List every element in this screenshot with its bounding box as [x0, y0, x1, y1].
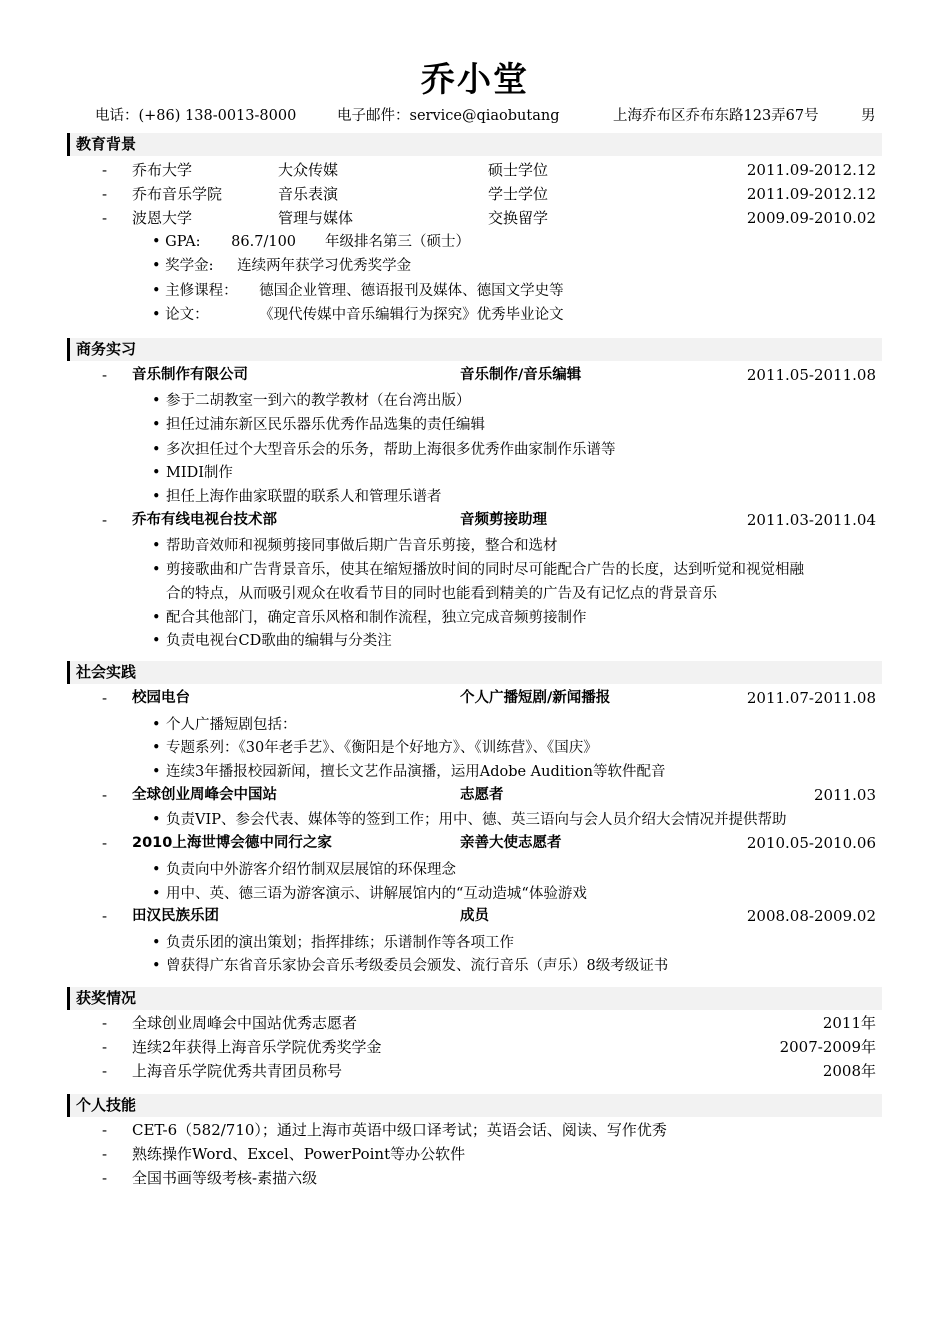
- list-item: [152, 462, 233, 484]
- item-text: 负责乐团的演出策划；指挥排练；乐谱制作等各项工作: [166, 935, 514, 951]
- bullet-dot: •: [152, 764, 161, 780]
- bullet-dot: •: [152, 633, 161, 649]
- organization: 音乐制作有限公司: [132, 367, 248, 383]
- date: 2011.09-2012.12: [746, 161, 876, 179]
- dash-marker: -: [102, 1038, 108, 1056]
- date: 2009.09-2010.02: [746, 209, 876, 227]
- education-row: [100, 183, 876, 205]
- role: 音乐制作/音乐编辑: [460, 367, 582, 383]
- item-text: 帮助音效师和视频剪接同事做后期广告音乐剪接，整合和选材: [166, 538, 558, 554]
- list-item: [152, 390, 471, 412]
- list-item: [152, 932, 514, 954]
- dash-marker: -: [102, 366, 108, 384]
- education-detail: [152, 280, 564, 302]
- dash-marker: -: [102, 907, 108, 925]
- list-item: [152, 486, 442, 508]
- item-text: 多次担任过个大型音乐会的乐务，帮助上海很多优秀作曲家制作乐谱等: [166, 442, 616, 458]
- list-item: [152, 955, 668, 977]
- school: 乔布大学: [132, 161, 193, 179]
- award-row: [100, 1060, 876, 1082]
- education-detail: [152, 231, 470, 253]
- detail-label: 主修课程：: [165, 283, 238, 299]
- organization: 2010上海世博会德中同行之家: [132, 835, 332, 851]
- list-item: [152, 714, 297, 736]
- award-text: 全球创业周峰会中国站优秀志愿者: [132, 1014, 358, 1032]
- date: 2008.08-2009.02: [746, 907, 876, 925]
- item-text: 个人广播短剧包括：: [166, 717, 297, 733]
- skill-text: CET-6（582/710）；通过上海市英语中级口译考试；英语会话、阅读、写作优秀: [132, 1121, 667, 1139]
- dash-marker: -: [102, 1145, 108, 1163]
- dash-marker: -: [102, 834, 108, 852]
- resume-name: 乔小堂: [421, 60, 529, 100]
- detail-label: 奖学金:: [165, 258, 214, 274]
- section-internship-heading: 商务实习: [67, 338, 882, 361]
- bullet-dot: •: [152, 283, 161, 299]
- contact-phone: 电话：(+86) 138-0013-8000: [95, 108, 297, 124]
- award-text: 上海音乐学院优秀共青团员称号: [132, 1062, 343, 1080]
- dash-marker: -: [102, 511, 108, 529]
- major: 管理与媒体: [278, 209, 354, 227]
- degree: 硕士学位: [488, 161, 549, 179]
- date: 2011年: [822, 1014, 876, 1032]
- dash-marker: -: [102, 185, 108, 203]
- detail-label: GPA:: [165, 234, 201, 250]
- item-text: 参于二胡教室一到六的教学教材（在台湾出版）: [166, 393, 471, 409]
- item-text: 负责VIP、参会代表、媒体等的签到工作；用中、德、英三语向与会人员介绍大会情况并提供帮助: [166, 812, 787, 828]
- item-text: 配合其他部门，确定音乐风格和制作流程，独立完成音频剪接制作: [166, 610, 587, 626]
- bullet-dot: •: [152, 886, 161, 902]
- list-item: [152, 535, 558, 557]
- education-row: [100, 159, 876, 181]
- degree: 交换留学: [488, 209, 549, 227]
- detail-value: 86.7/100 年级排名第三（硕士）: [231, 234, 471, 250]
- date: 2008年: [822, 1062, 876, 1080]
- social-row: [100, 832, 876, 854]
- detail-value: 《现代传媒中音乐编辑行为探究》优秀毕业论文: [259, 307, 564, 323]
- education-detail: [152, 255, 411, 277]
- detail-value: 连续两年获学习优秀奖学金: [237, 258, 412, 274]
- item-text: 负责电视台CD歌曲的编辑与分类注: [166, 633, 392, 649]
- dash-marker: -: [102, 1014, 108, 1032]
- internship-row: [100, 364, 876, 386]
- bullet-dot: •: [152, 812, 161, 828]
- bullet-dot: •: [152, 862, 161, 878]
- skill-text: 全国书画等级考核-素描六级: [132, 1169, 318, 1187]
- contact-email: 电子邮件：service@qiaobutang: [337, 108, 560, 124]
- section-social-heading: 社会实践: [67, 661, 882, 684]
- item-text: 担任过浦东新区民乐器乐优秀作品选集的责任编辑: [166, 417, 485, 433]
- bullet-dot: •: [152, 740, 161, 756]
- bullet-dot: •: [152, 538, 161, 554]
- item-text: MIDI制作: [166, 465, 233, 481]
- role: 个人广播短剧/新闻播报: [460, 690, 611, 706]
- item-text: 剪接歌曲和广告背景音乐，使其在缩短播放时间的同时尽可能配合广告的长度，达到听觉和视觉相融: [166, 562, 804, 578]
- role: 志愿者: [460, 787, 504, 803]
- skill-row: [100, 1167, 876, 1189]
- list-item: [152, 559, 804, 581]
- bullet-dot: •: [152, 610, 161, 626]
- item-text: 曾获得广东省音乐家协会音乐考级委员会颁发、流行音乐（声乐）8级考级证书: [166, 958, 669, 974]
- major: 大众传媒: [278, 161, 339, 179]
- school: 乔布音乐学院: [132, 185, 223, 203]
- detail-value: 德国企业管理、德语报刊及媒体、德国文学史等: [259, 283, 564, 299]
- dash-marker: -: [102, 1062, 108, 1080]
- item-text: 专题系列：《30年老手艺》、《衡阳是个好地方》、《训练营》、《国庆》: [166, 740, 598, 756]
- list-item: [152, 737, 598, 759]
- bullet-dot: •: [152, 258, 161, 274]
- bullet-dot: •: [152, 442, 161, 458]
- item-text: 连续3年播报校园新闻，擅长文艺作品演播，运用Adobe Audition等软件配音: [166, 764, 666, 780]
- contact-gender: 男: [861, 108, 876, 124]
- bullet-dot: •: [152, 307, 161, 323]
- section-awards-heading: 获奖情况: [67, 987, 882, 1010]
- organization: 全球创业周峰会中国站: [132, 787, 277, 803]
- education-row: [100, 207, 876, 229]
- skill-row: [100, 1119, 876, 1141]
- skill-text: 熟练操作Word、Excel、PowerPoint等办公软件: [132, 1145, 466, 1163]
- section-education-heading: 教育背景: [67, 133, 882, 156]
- dash-marker: -: [102, 1121, 108, 1139]
- organization: 田汉民族乐团: [132, 908, 219, 924]
- bullet-dot: •: [152, 935, 161, 951]
- list-item: [152, 439, 616, 461]
- date: 2011.09-2012.12: [746, 185, 876, 203]
- organization: 校园电台: [132, 690, 190, 706]
- section-skills-heading: 个人技能: [67, 1094, 882, 1117]
- bullet-dot: •: [152, 717, 161, 733]
- detail-label: 论文：: [165, 307, 209, 323]
- internship-row: [100, 509, 876, 531]
- list-item: [152, 414, 485, 436]
- bullet-dot: •: [152, 465, 161, 481]
- bullet-dot: •: [152, 234, 161, 250]
- item-text: 担任上海作曲家联盟的联系人和管理乐谱者: [166, 489, 442, 505]
- date: 2007-2009年: [779, 1038, 876, 1056]
- award-row: [100, 1012, 876, 1034]
- role: 音频剪接助理: [460, 512, 547, 528]
- social-row: [100, 687, 876, 709]
- list-item: [152, 630, 392, 652]
- bullet-dot: •: [152, 417, 161, 433]
- social-row: [100, 784, 876, 806]
- dash-marker: -: [102, 786, 108, 804]
- date: 2011.03-2011.04: [746, 511, 876, 529]
- date: 2010.05-2010.06: [746, 834, 876, 852]
- bullet-dot: •: [152, 562, 161, 578]
- date: 2011.05-2011.08: [746, 366, 876, 384]
- award-row: [100, 1036, 876, 1058]
- list-item: [152, 607, 587, 629]
- social-row: [100, 905, 876, 927]
- education-detail: [152, 304, 564, 326]
- award-text: 连续2年获得上海音乐学院优秀奖学金: [132, 1038, 382, 1056]
- degree: 学士学位: [488, 185, 549, 203]
- bullet-dot: •: [152, 393, 161, 409]
- dash-marker: -: [102, 161, 108, 179]
- role: 成员: [460, 908, 489, 924]
- item-text: 用中、英、德三语为游客演示、讲解展馆内的“互动造城“体验游戏: [166, 886, 587, 902]
- school: 波恩大学: [132, 209, 193, 227]
- skill-row: [100, 1143, 876, 1165]
- dash-marker: -: [102, 209, 108, 227]
- list-item-continuation: 合的特点，从而吸引观众在收看节目的同时也能看到精美的广告及有记忆点的背景音乐: [166, 586, 717, 602]
- bullet-dot: •: [152, 958, 161, 974]
- major: 音乐表演: [278, 185, 339, 203]
- organization: 乔布有线电视台技术部: [132, 512, 277, 528]
- list-item: [152, 859, 456, 881]
- date: 2011.07-2011.08: [746, 689, 876, 707]
- contact-address: 上海乔布区乔布东路123弄67号: [613, 108, 819, 124]
- list-item: [152, 761, 665, 783]
- role: 亲善大使志愿者: [460, 835, 562, 851]
- dash-marker: -: [102, 689, 108, 707]
- dash-marker: -: [102, 1169, 108, 1187]
- list-item: [152, 883, 587, 905]
- date: 2011.03: [813, 786, 876, 804]
- item-text: 负责向中外游客介绍竹制双层展馆的环保理念: [166, 862, 456, 878]
- bullet-dot: •: [152, 489, 161, 505]
- list-item: [152, 809, 786, 831]
